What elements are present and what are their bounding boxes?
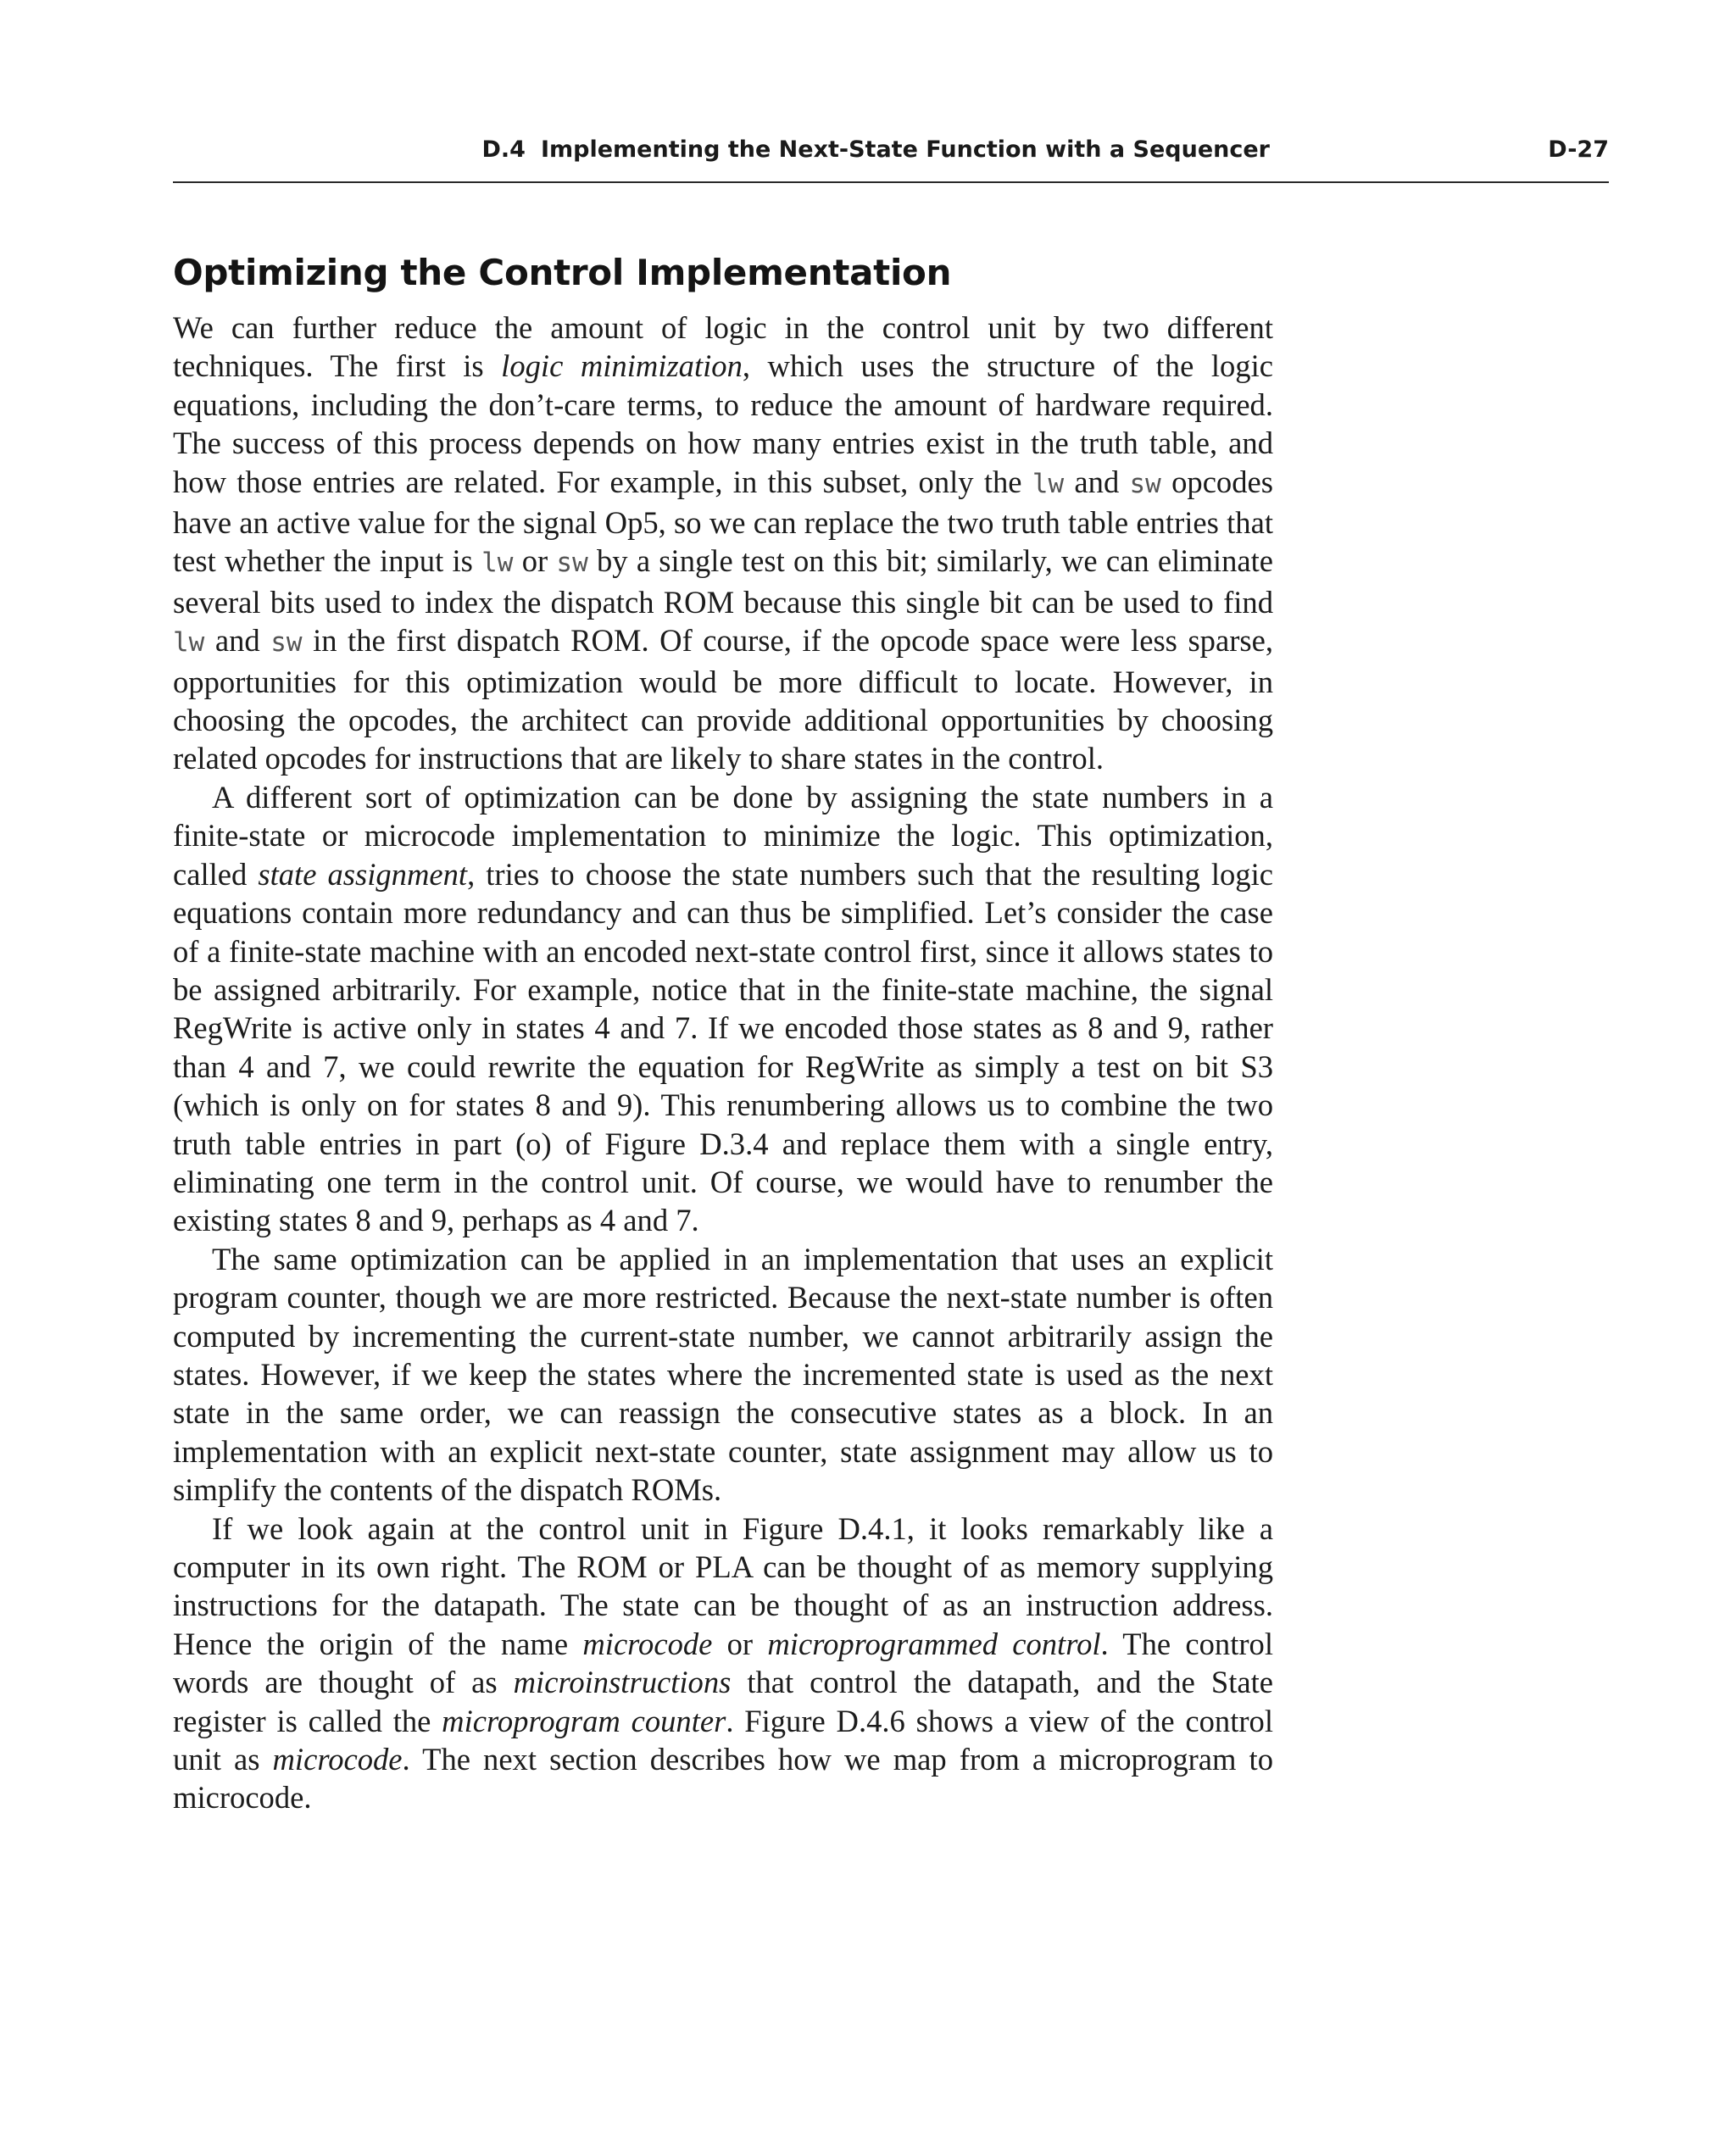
text-run: and xyxy=(1064,464,1130,499)
text-run: and xyxy=(204,623,271,659)
body-text xyxy=(173,309,1273,1817)
section-title: Implementing the Next-State Function with a Sequencer xyxy=(540,136,1270,163)
code-lw: lw xyxy=(481,548,514,579)
paragraph-3 xyxy=(173,1240,1273,1510)
running-head-section xyxy=(482,134,1271,166)
code-sw: sw xyxy=(270,627,303,659)
section-number: D.4 xyxy=(481,136,526,163)
text-run: or xyxy=(712,1626,768,1661)
text-run: that control the datapath, and the State register is called the xyxy=(173,1665,1273,1738)
term-microprogram-counter: microprogram counter xyxy=(442,1703,726,1738)
term-microinstructions: microinstructions xyxy=(513,1665,732,1700)
text-run: The same optimization can be applied in an implementation that uses an explicit program counter, though we are more restricted. Because the next-state number is often computed by incrementing the current-state number, we cannot arbitrarily assign the states. However, if we keep the states where the incremented state is used as the next state in the same order, we can reassign the consecutive states as a block. In an implementation with an explicit next-state counter, state assignment may allow us to simplify the contents of the dispatch ROMs. xyxy=(173,1241,1273,1508)
text-run: . The control words are thought of as xyxy=(173,1626,1274,1700)
text-run: . Figure D.4.6 shows a view of the control unit as xyxy=(173,1703,1273,1777)
term-state-assignment: state assignment xyxy=(258,856,468,892)
page-number: D-27 xyxy=(1548,136,1609,163)
text-run: , tries to choose the state numbers such that the resulting logic equations contain more redundancy and can thus be simplified. Let’s consider the case of a finite-state machine with an encoded next-state control first, since it allows states to be assigned arbitrarily. For example, notice that in the finite-state machine, the signal RegWrite is active only in states 4 and 7. If we encoded those states as 8 and 9, rather than 4 and 7, we could rewrite the equation for RegWrite as simply a test on bit S3 (which is only on for states 8 and 9). This renumbering allows us to combine the two truth table entries in part (o) of Figure D.3.4 and replace them with a single entry, eliminating one term in the control unit. Of course, we would have to renumber the existing states 8 and 9, perhaps as 4 and 7. xyxy=(173,856,1273,1238)
running-head xyxy=(173,134,1609,183)
text-run: A different sort of optimization can be done by assigning the state numbers in a finite-state or microcode implementation to minimize the logic. This optimization, called xyxy=(173,779,1273,892)
code-lw: lw xyxy=(173,627,205,659)
text-run: We can further reduce the amount of logic in the control unit by two different techniques. The first is xyxy=(173,310,1273,384)
term-logic-minimization: logic minimization xyxy=(501,348,743,384)
code-sw: sw xyxy=(556,548,588,579)
code-lw: lw xyxy=(1032,468,1065,499)
text-run: or xyxy=(513,543,557,579)
text-run: opcodes have an active value for the signal Op5, so we can replace the two truth table entries that test whether the input is xyxy=(173,464,1273,579)
text-run: If we look again at the control unit in Figure D.4.1, it looks remarkably like a computer in its own right. The ROM or PLA can be thought of as memory supplying instructions for the datapath. The state can be thought of as an instruction address. Hence the origin of the name xyxy=(173,1510,1273,1661)
section-heading: Optimizing the Control Implementation xyxy=(173,252,952,293)
term-microprogrammed-control: microprogrammed control xyxy=(767,1626,1101,1661)
text-run: , which uses the structure of the logic equations, including the don’t-care terms, to reduce the amount of hardware required. The success of this process depends on how many entries exist in the truth table, and how those entries are related. For example, in this subset, only the xyxy=(173,348,1273,499)
code-sw: sw xyxy=(1129,468,1161,499)
text-run: in the first dispatch ROM. Of course, if the opcode space were less sparse, opportunities for this optimization would be more difficult to locate. However, in choosing the opcodes, the architect can provide additional opportunities by choosing related opcodes for instructions that are likely to share states in the control. xyxy=(173,623,1274,776)
paragraph-1 xyxy=(173,309,1273,778)
text-run: by a single test on this bit; similarly, we can eliminate several bits used to index the dispatch ROM because this single bit can be used to find xyxy=(173,543,1273,620)
paragraph-4 xyxy=(173,1510,1273,1817)
paragraph-2 xyxy=(173,778,1273,1240)
term-microcode: microcode xyxy=(272,1742,403,1777)
text-run: . The next section describes how we map from a microprogram to microcode. xyxy=(173,1742,1273,1816)
term-microcode: microcode xyxy=(582,1626,713,1661)
